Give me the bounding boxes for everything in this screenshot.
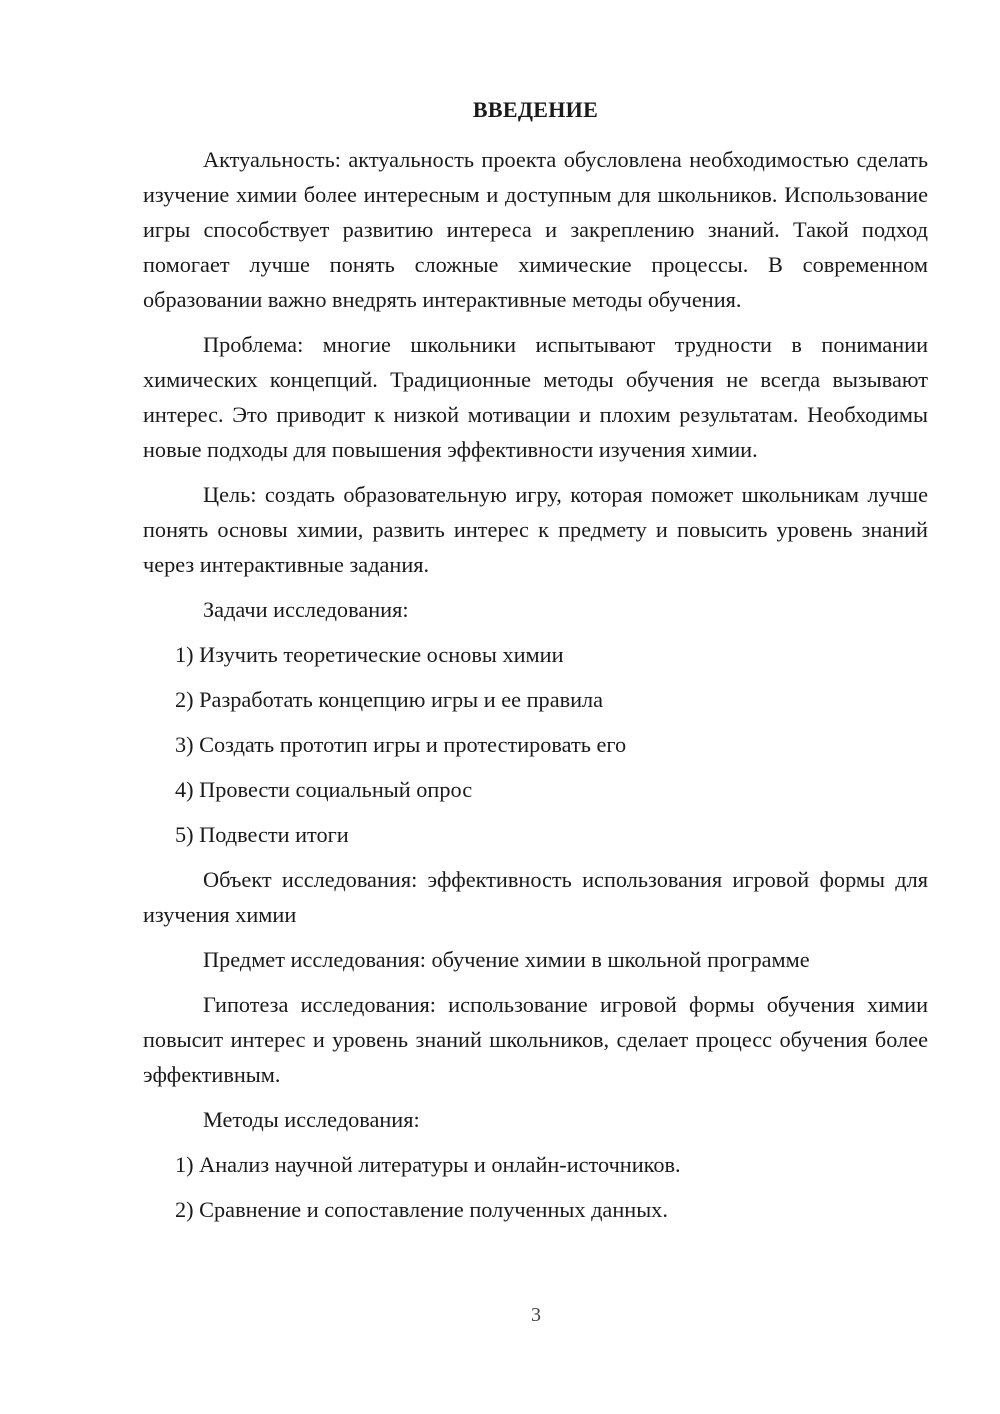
methods-heading: Методы исследования: <box>203 1107 420 1132</box>
list-item: 1) Анализ научной литературы и онлайн-источников. <box>175 1152 681 1177</box>
problem-paragraph: Проблема: многие школьники испытывают трудности в понимании химических концепций. Традиционные методы обучения не всегда вызывают интерес. Это приводит к низкой мотивации и плохим результатам. Необходимы новые подходы для повышения эффективности изучения химии. <box>143 332 928 462</box>
section-title: ВВЕДЕНИЕ <box>472 97 599 122</box>
list-item: 3) Создать прототип игры и протестировать его <box>175 732 627 757</box>
tasks-heading: Задачи исследования: <box>203 597 409 622</box>
relevance-paragraph: Актуальность: актуальность проекта обусловлена необходимостью сделать изучение химии более интересным и доступным для школьников. Использование игры способствует развитию интереса и закреплению знаний. Такой подход помогает лучше понять сложные химические процессы. В современном образовании важно внедрять интерактивные методы обучения. <box>143 147 928 312</box>
list-item: 2) Разработать концепцию игры и ее правила <box>175 687 604 712</box>
document-body <box>143 92 928 1237</box>
page-number: 3 <box>531 1304 541 1326</box>
goal-paragraph: Цель: создать образовательную игру, которая поможет школьникам лучше понять основы химии, развить интерес к предмету и повысить уровень знаний через интерактивные задания. <box>143 482 928 577</box>
subject-paragraph: Предмет исследования: обучение химии в школьной программе <box>203 947 810 972</box>
list-item: 5) Подвести итоги <box>175 822 349 847</box>
tasks-list <box>143 637 928 852</box>
list-item: 1) Изучить теоретические основы химии <box>175 642 564 667</box>
list-item: 2) Сравнение и сопоставление полученных данных. <box>175 1197 668 1222</box>
hypothesis-paragraph: Гипотеза исследования: использование игровой формы обучения химии повысит интерес и уровень знаний школьников, сделает процесс обучения более эффективным. <box>143 992 928 1087</box>
list-item: 4) Провести социальный опрос <box>175 777 473 802</box>
object-paragraph: Объект исследования: эффективность использования игровой формы для изучения химии <box>143 867 928 927</box>
methods-list <box>143 1147 928 1227</box>
